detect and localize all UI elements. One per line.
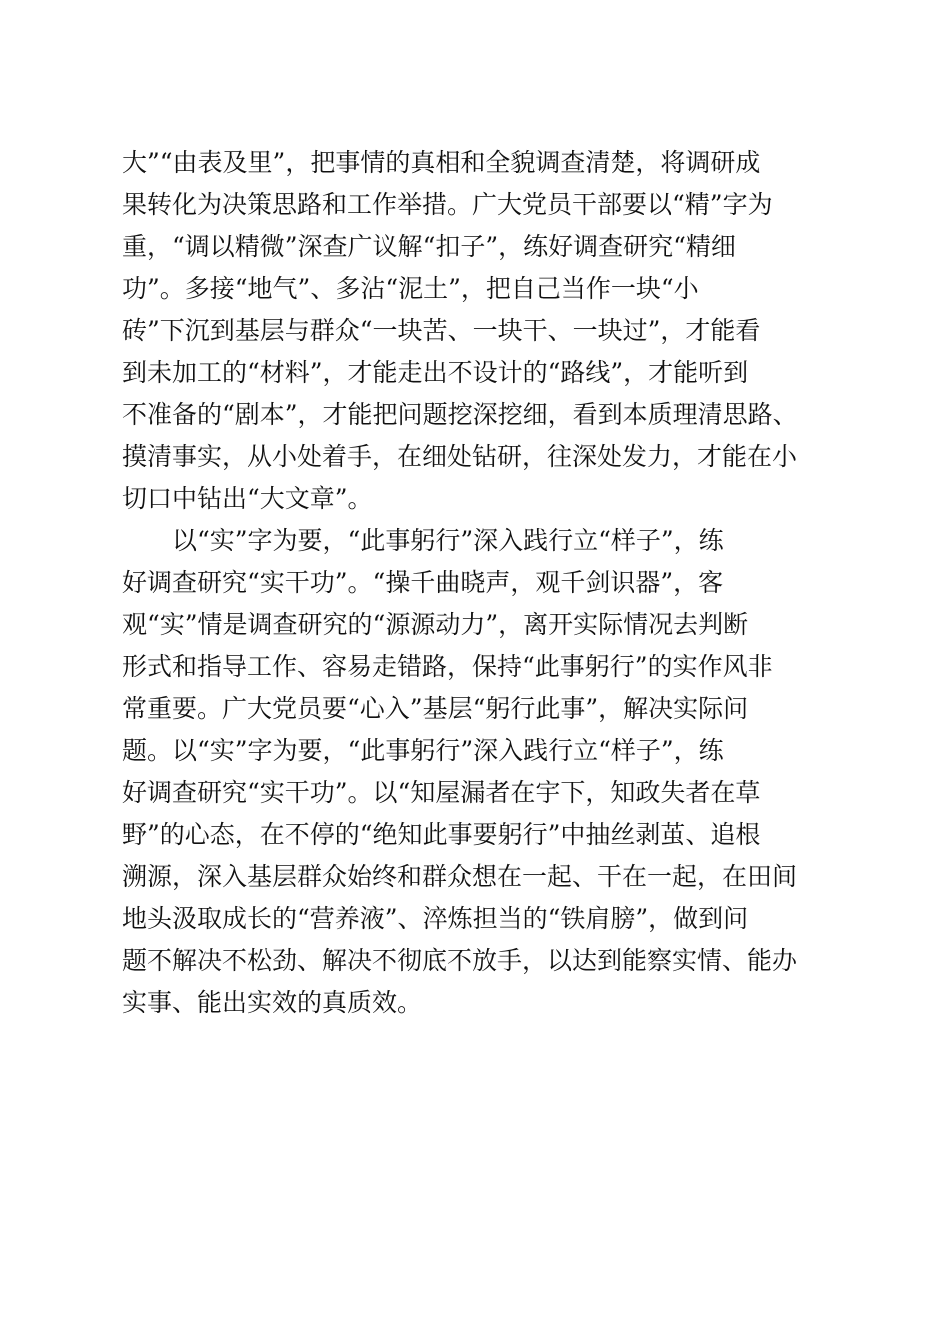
text-line-10: 以“实”字为要，“此事躬行”深入践行立“样子”，练 bbox=[172, 526, 724, 555]
text-line-14: 常重要。广大党员要“心入”基层“躬行此事”，解决实际问 bbox=[122, 694, 749, 723]
text-line-18: 溯源，深入基层群众始终和群众想在一起、干在一起，在田间 bbox=[122, 862, 798, 891]
text-line-16: 好调查研究“实干功”。以“知屋漏者在宇下，知政失者在草 bbox=[122, 778, 761, 807]
text-line-20: 题不解决不松劲、解决不彻底不放手，以达到能察实情、能办 bbox=[122, 946, 798, 975]
text-line-5: 砖”下沉到基层与群众“一块苦、一块干、一块过”，才能看 bbox=[122, 316, 761, 345]
text-line-7: 不准备的“剧本”，才能把问题挖深挖细，看到本质理清思路、 bbox=[122, 400, 798, 429]
text-line-2: 果转化为决策思路和工作举措。广大党员干部要以“精”字为 bbox=[122, 190, 773, 219]
text-line-13: 形式和指导工作、容易走错路，保持“此事躬行”的实作风非 bbox=[122, 652, 773, 681]
text-line-9: 切口中钻出“大文章”。 bbox=[122, 484, 373, 513]
text-line-12: 观“实”情是调查研究的“源源动力”，离开实际情况去判断 bbox=[122, 610, 749, 639]
text-line-4: 功”。多接“地气”、多沾“泥土”，把自己当作一块“小 bbox=[122, 274, 699, 303]
text-line-1: 大”“由表及里”，把事情的真相和全貌调查清楚，将调研成 bbox=[122, 148, 761, 177]
text-line-11: 好调查研究“实干功”。“操千曲晓声，观千剑识器”，客 bbox=[122, 568, 724, 597]
document-body-text bbox=[122, 142, 828, 1024]
text-line-17: 野”的心态，在不停的“绝知此事要躬行”中抽丝剥茧、追根 bbox=[122, 820, 761, 849]
text-line-19: 地头汲取成长的“营养液”、淬炼担当的“铁肩膀”，做到问 bbox=[122, 904, 749, 933]
text-line-21: 实事、能出实效的真质效。 bbox=[122, 988, 423, 1017]
text-line-15: 题。以“实”字为要，“此事躬行”深入践行立“样子”，练 bbox=[122, 736, 724, 765]
text-line-8: 摸清事实，从小处着手，在细处钻研，往深处发力，才能在小 bbox=[122, 442, 798, 471]
text-line-6: 到未加工的“材料”，才能走出不设计的“路线”，才能听到 bbox=[122, 358, 749, 387]
text-line-3: 重，“调以精微”深查广议解“扣子”，练好调查研究“精细 bbox=[122, 232, 736, 261]
